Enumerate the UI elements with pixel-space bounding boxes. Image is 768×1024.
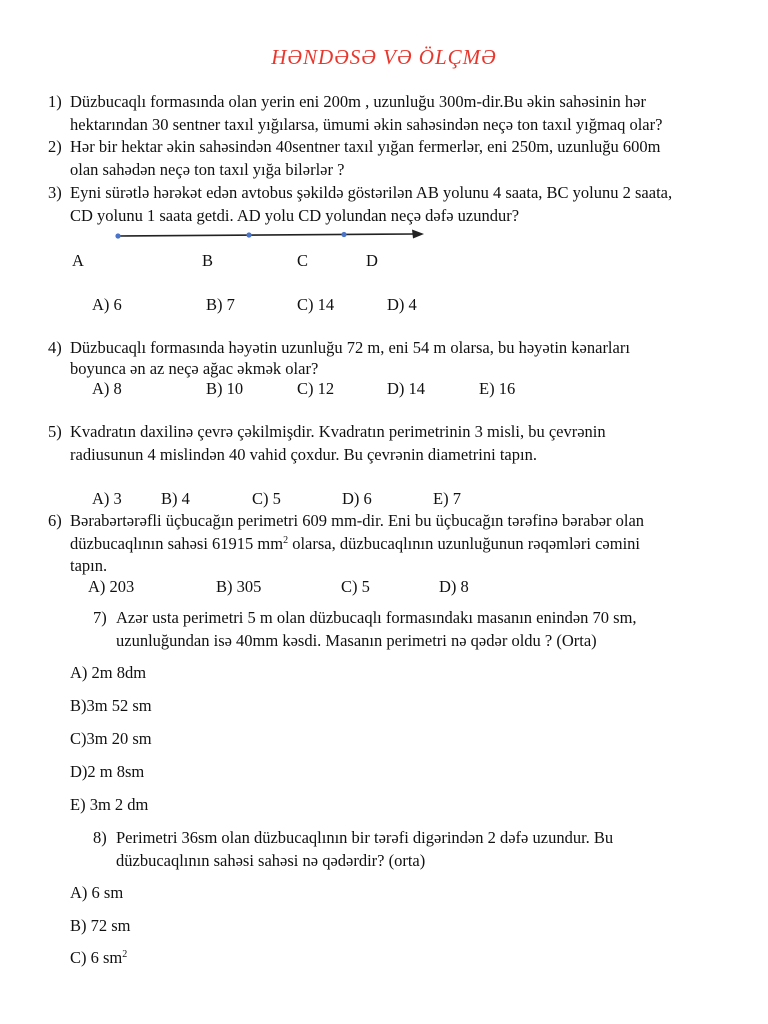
- question-text-line: radiusunun 4 mislindən 40 vahid çoxdur. Bu çevrənin diametrini tapın.: [70, 445, 537, 464]
- route-line: [118, 234, 415, 236]
- answer-option-a: A) 6 sm: [70, 883, 124, 902]
- question-number: 5): [48, 422, 62, 441]
- answer-option-a: A) 8: [92, 379, 122, 398]
- answer-option-e: E) 16: [479, 379, 516, 398]
- answer-option-d: D)2 m 8sm: [70, 762, 145, 781]
- answer-option-c: [70, 946, 127, 969]
- answer-option-c: C) 12: [297, 379, 335, 398]
- question-text-line: Eyni sürətlə hərəkət edən avtobus şəkildə göstərilən AB yolunu 4 saata, BC yolunu 2 saata,: [70, 183, 673, 202]
- question-text-line: Düzbucaqlı formasında olan yerin eni 200m , uzunluğu 300m-dir.Bu əkin sahəsinin hər: [70, 92, 647, 111]
- question-text-line: boyunca ən az neçə ağac əkmək olar?: [70, 359, 319, 378]
- option-c-text: C) 6 sm: [70, 948, 123, 967]
- question-text-line: Bərabərtərəfli üçbucağın perimetri 609 mm-dir. Eni bu üçbucağın tərəfinə bərabər olan: [70, 511, 645, 530]
- answer-option-b: B)3m 52 sm: [70, 696, 152, 715]
- question-number: 8): [93, 828, 107, 847]
- answer-option-d: D) 14: [387, 379, 426, 398]
- superscript: 2: [283, 535, 289, 546]
- answer-option-e: E) 7: [433, 489, 461, 508]
- question-text-line: düzbucaqlının sahəsi sahəsi nə qədərdir? (orta): [116, 851, 426, 870]
- answer-option-b: B) 4: [161, 489, 190, 508]
- point-label-b: B: [202, 251, 214, 270]
- question-text-line: [70, 532, 640, 555]
- question-text-line: Perimetri 36sm olan düzbucaqlının bir tərəfi digərindən 2 dəfə uzundur. Bu: [116, 828, 614, 847]
- arrow-head-icon: [412, 230, 424, 239]
- answer-option-e: E) 3m 2 dm: [70, 795, 149, 814]
- answer-option-a: A) 3: [92, 489, 122, 508]
- answer-option-d: D) 4: [387, 295, 417, 314]
- point-b-dot: [246, 232, 251, 237]
- superscript: 2: [122, 949, 128, 960]
- point-a-dot: [115, 233, 120, 238]
- answer-option-a: A) 6: [92, 295, 122, 314]
- answer-option-c: C) 5: [341, 577, 370, 596]
- question-text-line: Hər bir hektar əkin sahəsindən 40sentner taxıl yığan fermerlər, eni 250m, uzunluğu 600m: [70, 137, 661, 156]
- question-text-line: CD yolunu 1 saata getdi. AD yolu CD yolundan neçə dəfə uzundur?: [70, 206, 520, 225]
- answer-option-a: A) 2m 8dm: [70, 663, 147, 682]
- question-text-line: olan sahədən neçə ton taxıl yığa bilərlər ?: [70, 160, 345, 179]
- answer-option-c: C) 14: [297, 295, 335, 314]
- answer-option-b: B) 305: [216, 577, 262, 596]
- answer-option-a: A) 203: [88, 577, 135, 596]
- question-text-line: Düzbucaqlı formasında həyətin uzunluğu 72 m, eni 54 m olarsa, bu həyətin kənarları: [70, 338, 630, 357]
- answer-option-b: B) 72 sm: [70, 916, 131, 935]
- point-label-d: D: [366, 251, 378, 270]
- area-text: düzbucaqlının sahəsi 61915 mm: [70, 534, 284, 553]
- answer-option-d: D) 6: [342, 489, 372, 508]
- point-c-dot: [341, 232, 346, 237]
- question-number: 7): [93, 608, 107, 627]
- question-text-line: Kvadratın daxilinə çevrə çəkilmişdir. Kvadratın perimetrinin 3 misli, bu çevrənin: [70, 422, 606, 441]
- route-line-diagram: [110, 226, 430, 246]
- answer-option-c: C)3m 20 sm: [70, 729, 152, 748]
- point-label-c: C: [297, 251, 309, 270]
- question-number: 1): [48, 92, 62, 111]
- question-text-line: hektarından 30 sentner taxıl yığılarsa, ümumi əkin sahəsindən neçə ton taxıl yığmaq olar?: [70, 115, 663, 134]
- question-number: 3): [48, 183, 62, 202]
- question-text-line: tapın.: [70, 556, 108, 575]
- answer-option-b: B) 7: [206, 295, 235, 314]
- question-text-line: Azər usta perimetri 5 m olan düzbucaqlı formasındakı masanın enindən 70 sm,: [116, 608, 637, 627]
- answer-option-b: B) 10: [206, 379, 244, 398]
- answer-option-c: C) 5: [252, 489, 281, 508]
- question-text-line: uzunluğundan isə 40mm kəsdi. Masanın perimetri nə qədər oldu ? (Orta): [116, 631, 597, 650]
- question-number: 2): [48, 137, 62, 156]
- page-title: HƏNDƏSƏ VƏ ÖLÇMƏ: [271, 45, 497, 69]
- question-number: 6): [48, 511, 62, 530]
- area-text-rest: olarsa, düzbucaqlının uzunluğunun rəqəmləri cəmini: [288, 534, 640, 553]
- answer-option-d: D) 8: [439, 577, 469, 596]
- point-label-a: A: [72, 251, 84, 270]
- question-number: 4): [48, 338, 62, 357]
